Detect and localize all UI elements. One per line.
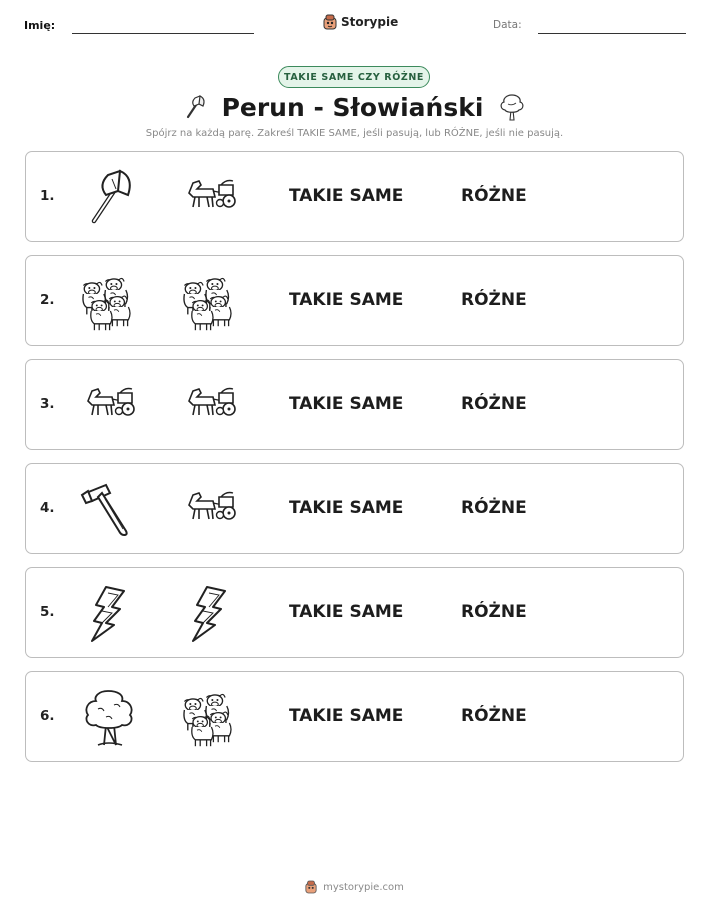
pair-row-1	[25, 151, 684, 242]
date-label: Data:	[493, 19, 522, 31]
horse-cart-icon	[78, 375, 138, 435]
pair-row-5	[25, 567, 684, 658]
same-option[interactable]: TAKIE SAME	[289, 498, 404, 518]
brand-logo	[323, 14, 398, 30]
different-option[interactable]: RÓŻNE	[461, 394, 527, 414]
cattle-herd-icon	[78, 271, 138, 331]
storypie-mascot-icon	[323, 14, 337, 30]
pair-row-2	[25, 255, 684, 346]
row-number: 3.	[40, 396, 55, 412]
same-option[interactable]: TAKIE SAME	[289, 394, 404, 414]
footer-url[interactable]: mystorypie.com	[323, 881, 404, 893]
tree-icon	[78, 687, 138, 747]
same-option[interactable]: TAKIE SAME	[289, 602, 404, 622]
row-number: 1.	[40, 188, 55, 204]
same-option[interactable]: TAKIE SAME	[289, 290, 404, 310]
instructions: Spójrz na każdą parę. Zakreśl TAKIE SAME, jeśli pasują, lub RÓŻNE, jeśli nie pasują.	[145, 128, 564, 139]
row-number: 2.	[40, 292, 55, 308]
lightning-icon	[78, 583, 138, 643]
footer	[0, 880, 709, 894]
brand-name: Storypie	[341, 15, 399, 29]
pair-row-3	[25, 359, 684, 450]
horse-cart-icon	[179, 375, 239, 435]
cattle-herd-icon	[179, 687, 239, 747]
lightning-icon	[179, 583, 239, 643]
worksheet-badge: TAKIE SAME CZY RÓŻNE	[278, 66, 430, 88]
pair-row-4	[25, 463, 684, 554]
row-number: 6.	[40, 708, 55, 724]
title-row	[0, 92, 709, 122]
horse-cart-icon	[179, 167, 239, 227]
cattle-herd-icon	[179, 271, 239, 331]
same-option[interactable]: TAKIE SAME	[289, 186, 404, 206]
pair-row-6	[25, 671, 684, 762]
horse-cart-icon	[179, 479, 239, 539]
date-line[interactable]	[538, 33, 686, 34]
same-option[interactable]: TAKIE SAME	[289, 706, 404, 726]
different-option[interactable]: RÓŻNE	[461, 602, 527, 622]
hammer-icon	[78, 479, 138, 539]
tree-icon	[497, 92, 527, 122]
storypie-mascot-icon	[305, 880, 317, 894]
different-option[interactable]: RÓŻNE	[461, 290, 527, 310]
row-number: 5.	[40, 604, 55, 620]
different-option[interactable]: RÓŻNE	[461, 706, 527, 726]
page-title: Perun - Słowiański	[221, 92, 484, 122]
row-number: 4.	[40, 500, 55, 516]
axe-icon	[182, 94, 208, 120]
different-option[interactable]: RÓŻNE	[461, 186, 527, 206]
name-label: Imię:	[24, 19, 56, 32]
axe-icon	[78, 167, 138, 227]
name-line[interactable]	[72, 33, 254, 34]
different-option[interactable]: RÓŻNE	[461, 498, 527, 518]
